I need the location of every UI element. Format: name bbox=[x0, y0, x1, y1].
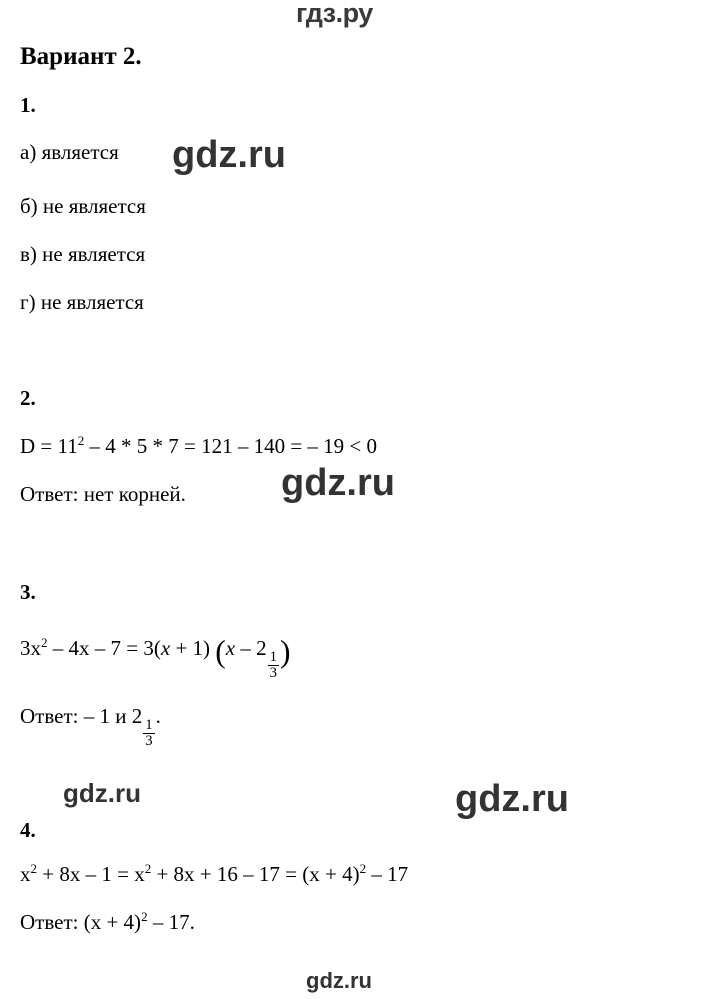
task-2-answer: Ответ: нет корней. bbox=[20, 482, 186, 506]
task-4-expression bbox=[20, 862, 408, 887]
fraction-denominator: 3 bbox=[269, 665, 277, 682]
task-4-exponent-1: 2 bbox=[30, 861, 38, 876]
task-1-line-a: а) является bbox=[20, 140, 119, 164]
task-4-answer-p1: Ответ: (x + 4) bbox=[20, 910, 142, 934]
left-paren: ( bbox=[215, 633, 226, 669]
task-2-expr-prefix: D = 11 bbox=[20, 434, 78, 458]
page-title: Вариант 2. bbox=[20, 43, 142, 70]
fraction-numerator: 1 bbox=[269, 649, 277, 666]
task-3-variable-x: x bbox=[160, 636, 171, 660]
task-3-answer-suffix: . bbox=[155, 704, 161, 728]
fraction-numerator: 1 bbox=[145, 717, 153, 734]
task-3-exponent: 2 bbox=[41, 635, 48, 650]
task-4-exponent-2: 2 bbox=[144, 861, 152, 876]
task-3-lhs-a: 3x bbox=[20, 636, 41, 660]
watermark-three: gdz.ru bbox=[63, 778, 141, 808]
task-4-number: 4. bbox=[20, 818, 36, 842]
task-4-answer-exponent: 2 bbox=[141, 909, 148, 924]
task-3-minus: – 2 bbox=[235, 636, 267, 660]
task-3-answer bbox=[20, 704, 161, 749]
task-3-answer-prefix: Ответ: – 1 и 2 bbox=[20, 704, 143, 728]
task-3-expression bbox=[20, 633, 291, 682]
watermark-one: gdz.ru bbox=[172, 134, 286, 176]
watermark-four: gdz.ru bbox=[455, 778, 569, 820]
fraction-denominator: 3 bbox=[145, 733, 153, 750]
task-3-mid: + 1) bbox=[170, 636, 216, 660]
task-2-number: 2. bbox=[20, 386, 36, 410]
task-2-exponent: 2 bbox=[77, 433, 85, 448]
task-3-fraction bbox=[268, 650, 279, 681]
task-3-variable-x2: x bbox=[225, 636, 236, 660]
task-3-answer-fraction bbox=[143, 718, 154, 749]
task-4-p2: + 8x – 1 = x bbox=[37, 862, 145, 886]
task-3-number: 3. bbox=[20, 580, 36, 604]
task-4-exponent-3: 2 bbox=[359, 861, 367, 876]
task-1-line-v: в) не является bbox=[20, 242, 146, 266]
task-4-answer bbox=[20, 910, 195, 935]
task-1-number: 1. bbox=[20, 93, 36, 117]
task-2-expr-rest: – 4 * 5 * 7 = 121 – 140 = – 19 < 0 bbox=[84, 434, 378, 458]
task-4-p1: x bbox=[20, 862, 31, 886]
right-paren: ) bbox=[279, 633, 291, 669]
task-3-lhs-b: – 4x – 7 = 3( bbox=[47, 636, 161, 660]
task-1-line-g: г) не является bbox=[20, 290, 144, 314]
watermark-bottom: gdz.ru bbox=[306, 968, 372, 993]
task-1-line-b: б) не является bbox=[20, 194, 146, 218]
task-4-answer-p2: – 17. bbox=[147, 910, 195, 934]
watermark-top: гдз.ру bbox=[296, 0, 373, 28]
task-2-expression bbox=[20, 434, 377, 459]
task-4-p4: – 17 bbox=[366, 862, 409, 886]
task-4-p3: + 8x + 16 – 17 = (x + 4) bbox=[151, 862, 360, 886]
watermark-two: gdz.ru bbox=[281, 462, 395, 504]
